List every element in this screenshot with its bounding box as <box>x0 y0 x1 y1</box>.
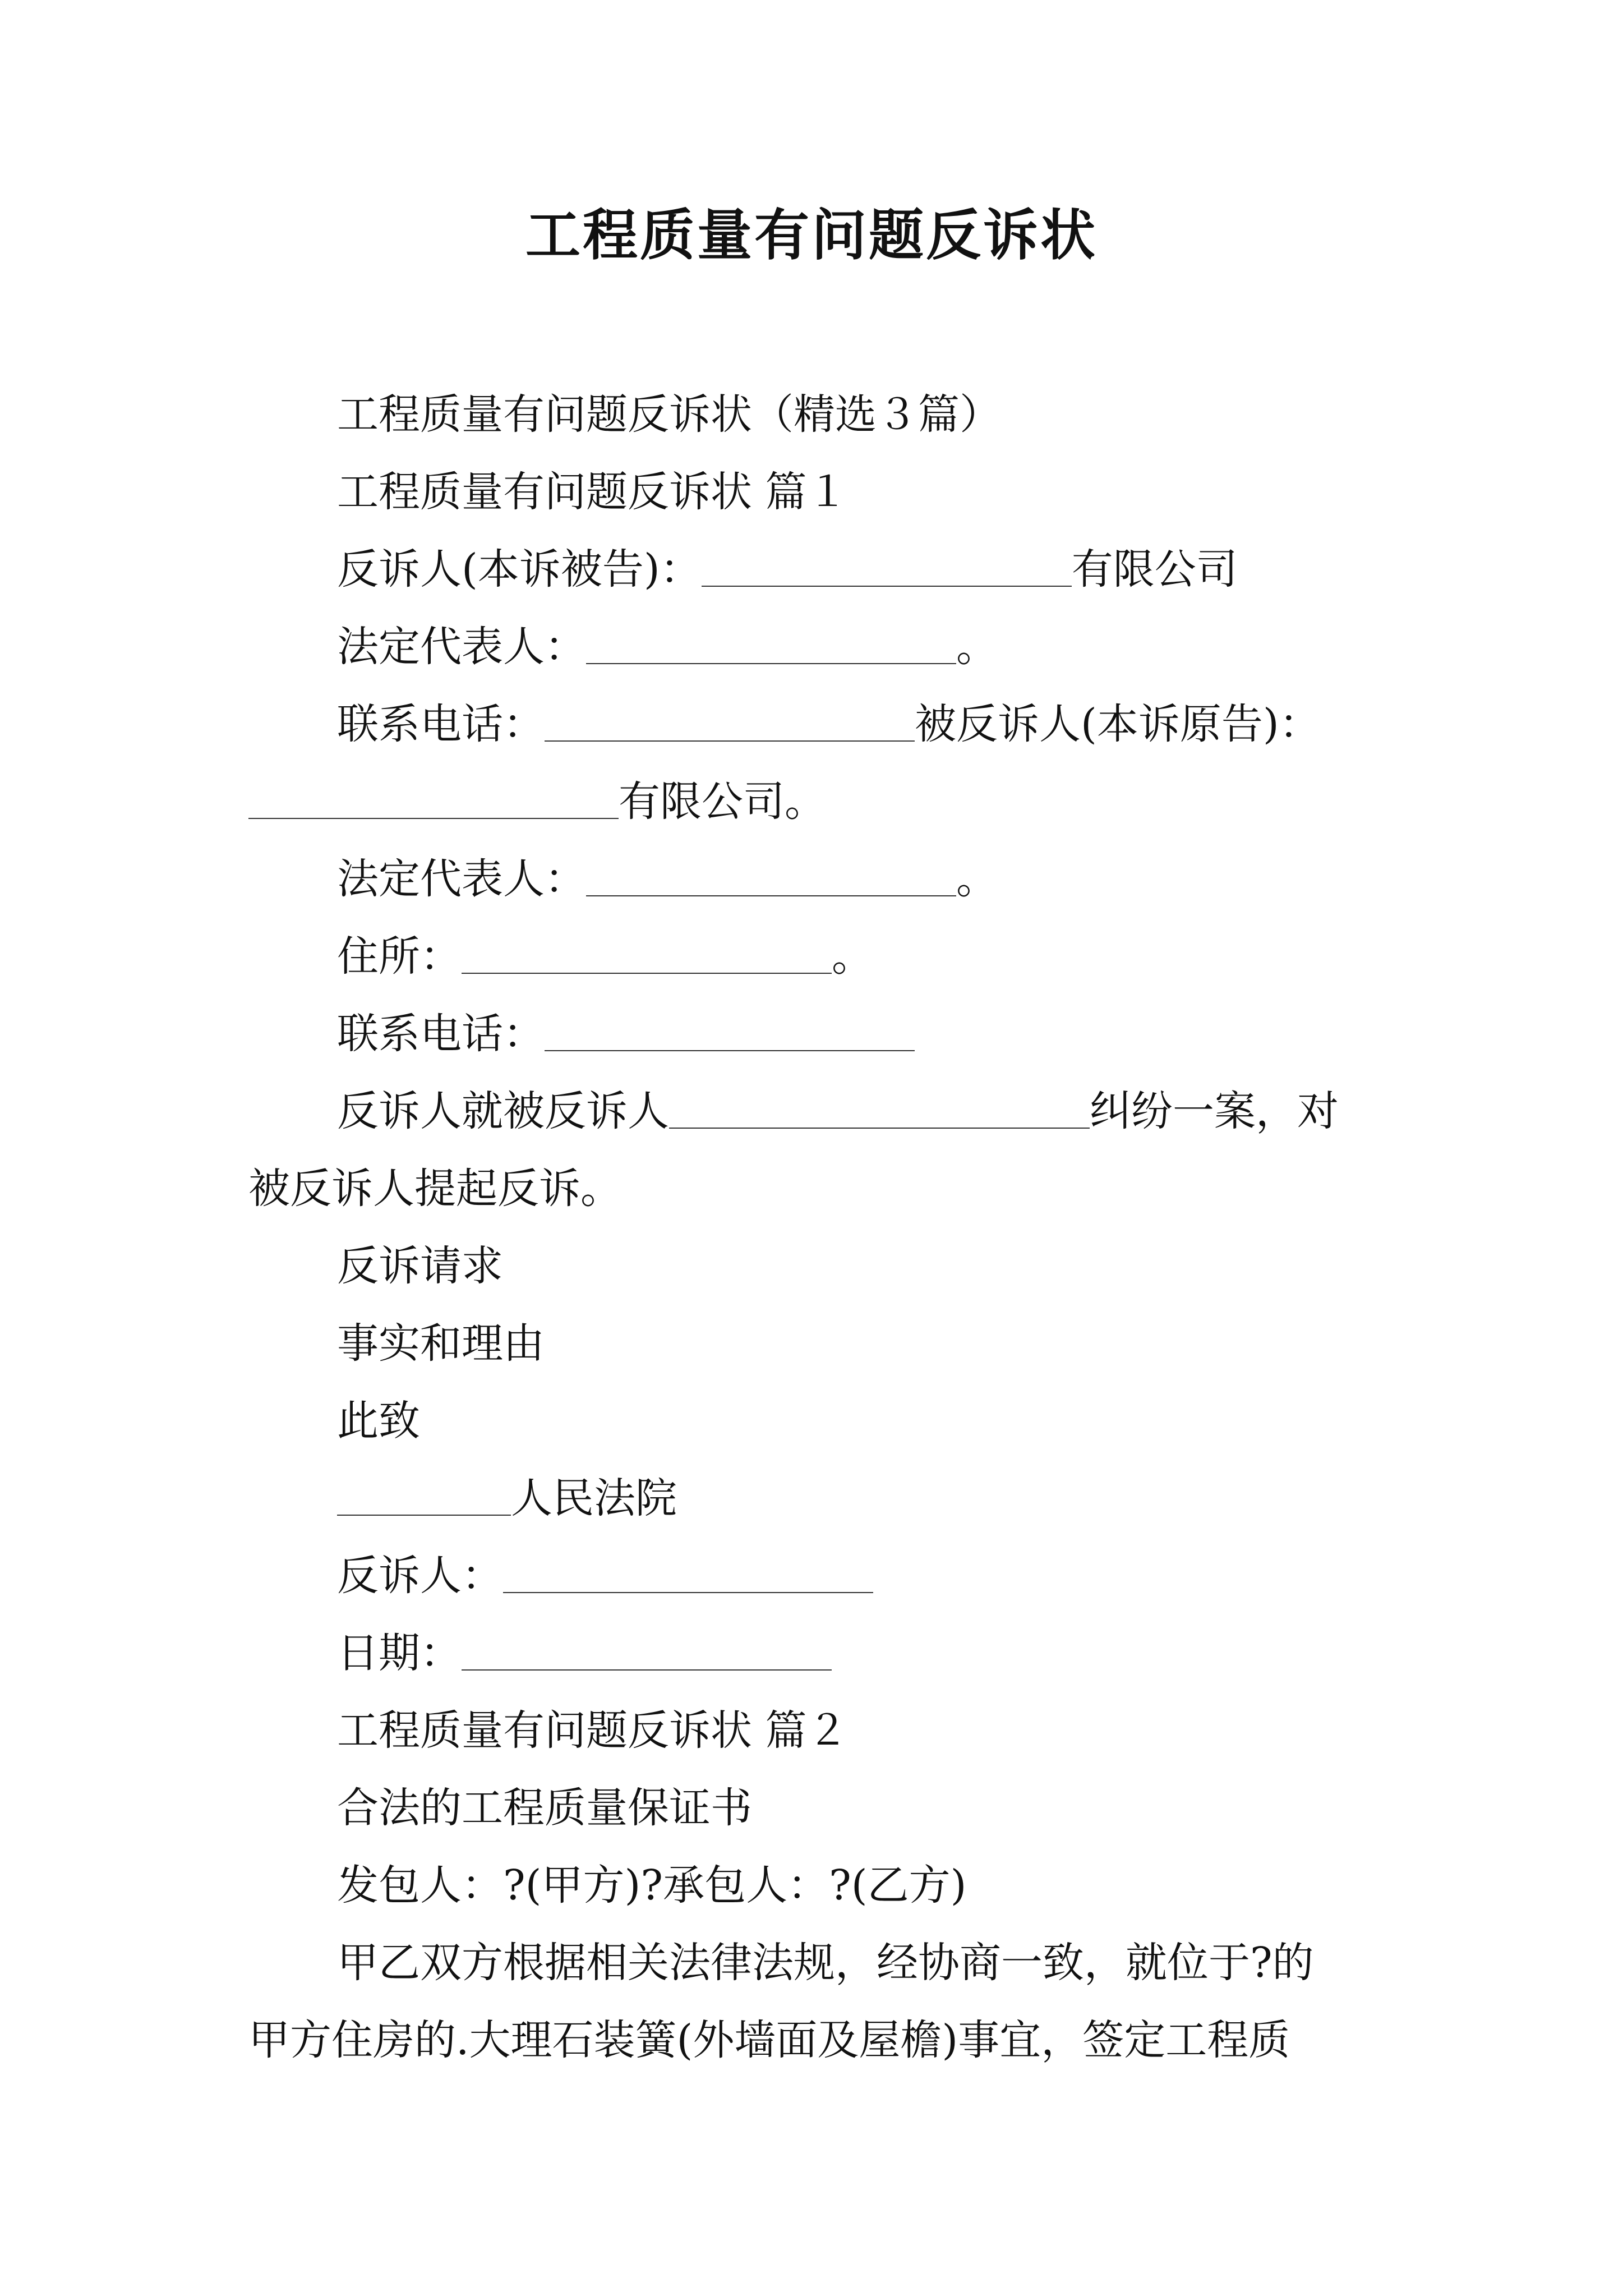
blank-field[interactable] <box>545 1015 915 1051</box>
salutation: 此致 <box>337 1397 420 1445</box>
blank-field[interactable] <box>462 1635 832 1671</box>
counter-defendant-line: 有限公司。 <box>248 763 826 840</box>
blank-field[interactable] <box>669 1093 1090 1129</box>
legal-representative-line: 法定代表人： 。 <box>337 623 998 671</box>
section-heading-2: 工程质量有问题反诉状 篇２ <box>337 1706 849 1755</box>
paragraph-intro: 工程质量有问题反诉状（精选３篇） <box>337 390 1001 439</box>
blank-field[interactable] <box>586 628 956 664</box>
blank-field[interactable] <box>462 938 832 974</box>
address-line: 住所： 。 <box>337 932 873 981</box>
counterclaim-statement-line: 反诉人就被反诉人 纠纷一案，对 <box>337 1087 1339 1135</box>
claims-heading: 反诉请求 <box>337 1242 503 1290</box>
counter-claimant-line: 反诉人(本诉被告)： 有限公司 <box>337 545 1238 593</box>
blank-field[interactable] <box>503 1557 873 1593</box>
signature-line: 反诉人： <box>337 1537 873 1614</box>
blank-field[interactable] <box>702 551 1072 587</box>
section-heading-1: 工程质量有问题反诉状 篇１ <box>337 468 849 516</box>
blank-field[interactable] <box>586 861 956 896</box>
guarantee-title: 合法的工程质量保证书 <box>337 1784 752 1832</box>
blank-field[interactable] <box>337 1480 511 1516</box>
date-line: 日期： <box>337 1614 832 1692</box>
agreement-paragraph-line-2: 甲方住房的.大理石装簧(外墙面及屋檐)事宜，签定工程质 <box>248 2016 1290 2064</box>
agreement-paragraph-line-1: 甲乙双方根据相关法律法规，经协商一致，就位于?的 <box>337 1939 1314 1987</box>
facts-heading: 事实和理由 <box>337 1319 545 1368</box>
counterclaim-statement-continued: 被反诉人提起反诉。 <box>248 1165 622 1213</box>
parties-line: 发包人：?(甲方)?承包人：?(乙方) <box>337 1861 967 1910</box>
phone-line-2: 联系电话： <box>337 995 915 1073</box>
document-title: 工程质量有问题反诉状 <box>525 203 1098 268</box>
court-line: 人民法院 <box>337 1460 677 1537</box>
phone-line: 联系电话： 被反诉人(本诉原告)： <box>337 700 1321 748</box>
blank-field[interactable] <box>248 783 619 819</box>
legal-representative-line-2: 法定代表人： 。 <box>337 855 998 903</box>
blank-field[interactable] <box>545 706 915 742</box>
